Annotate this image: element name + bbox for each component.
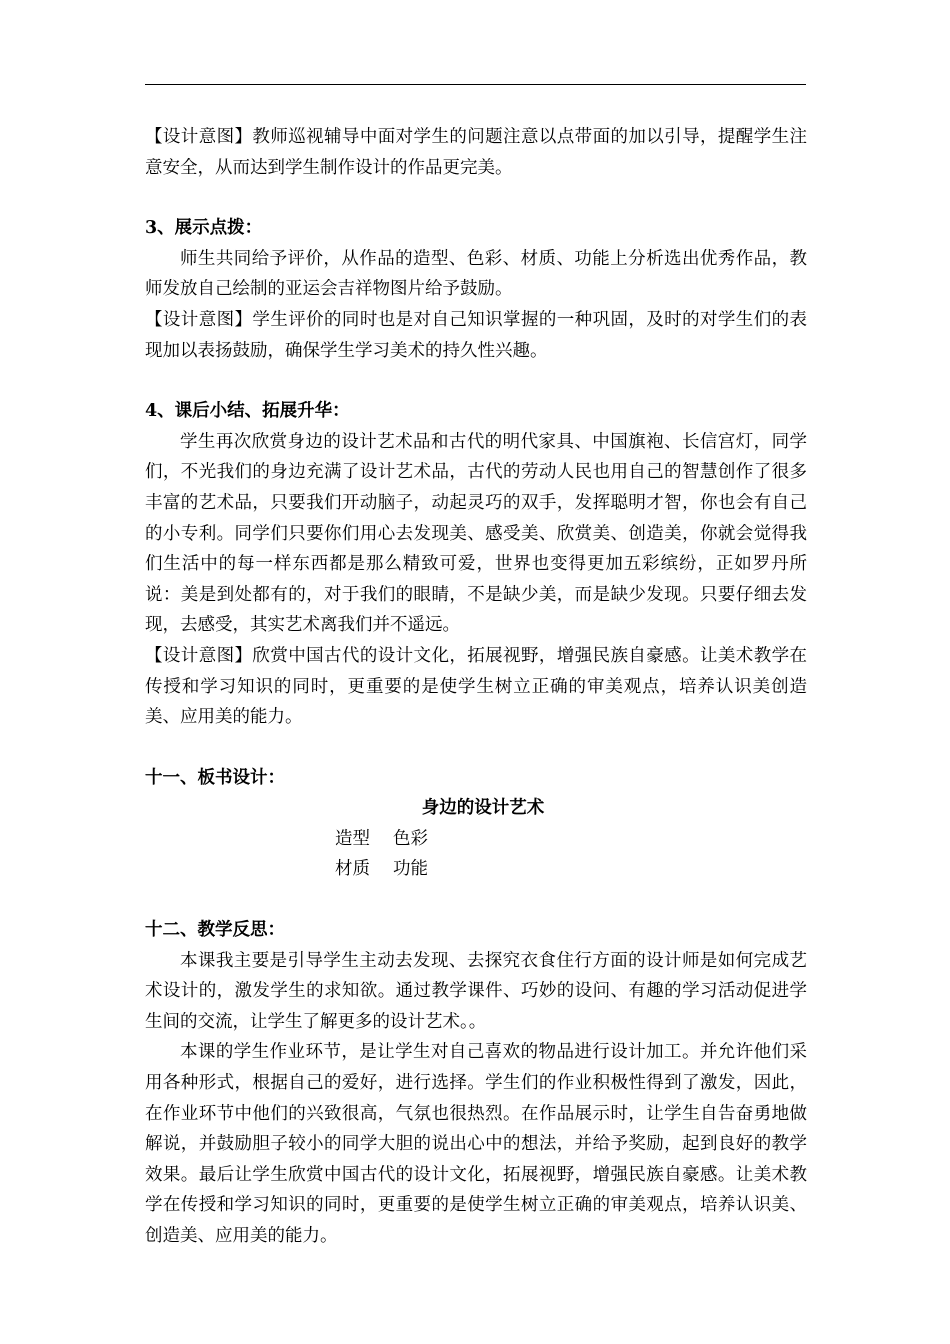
board-design-row [145, 824, 807, 855]
section-12-paragraph-1: 本课我主要是引导学生主动去发现、去探究衣食住行方面的设计师是如何完成艺术设计的，激发学生的求知欲。通过教学课件、巧妙的设问、有趣的学习活动促进学生间的交流，让学生了解更多的设计艺术。。 [145, 950, 807, 1032]
document-body [145, 122, 807, 1252]
board-design-title: 身边的设计艺术 [421, 798, 545, 819]
section-3-design-intent: 【设计意图】学生评价的同时也是对自己知识掌握的一种巩固，及时的对学生们的表现加以表扬鼓励，确保学生学习美术的持久性兴趣。 [145, 309, 807, 361]
spacer [145, 885, 807, 915]
board-design-row [145, 854, 807, 885]
board-item: 色彩 [393, 828, 428, 849]
section-heading-4: 4、课后小结、拓展升华： [145, 401, 350, 422]
spacer [145, 733, 807, 763]
section-4-paragraph: 学生再次欣赏身边的设计艺术品和古代的明代家具、中国旗袍、长信宫灯，同学们，不光我们的身边充满了设计艺术品，古代的劳动人民也用自己的智慧创作了很多丰富的艺术品，只要我们开动脑子，动起灵巧的双手，发挥聪明才智，你也会有自己的小专利。同学们只要你们用心去发现美、感受美、欣赏美、创造美，你就会觉得我们生活中的每一样东西都是那么精致可爱，世界也变得更加五彩缤纷，正如罗丹所说：美是到处都有的，对于我们的眼睛，不是缺少美，而是缺少发现。只要仔细去发现，去感受，其实艺术离我们并不遥远。 [145, 431, 807, 636]
section-heading-11: 十一、板书设计： [145, 767, 285, 788]
design-intent-paragraph: 【设计意图】教师巡视辅导中面对学生的问题注意以点带面的加以引导，提醒学生注意安全，从而达到学生制作设计的作品更完美。 [145, 127, 807, 178]
spacer [145, 183, 807, 213]
board-item: 功能 [393, 859, 428, 880]
section-12-paragraph-2: 本课的学生作业环节，是让学生对自己喜欢的物品进行设计加工。并允许他们采用各种形式，根据自己的爱好，进行选择。学生们的作业积极性得到了激发，因此，在作业环节中他们的兴致很高，气氛也很热烈。在作品展示时，让学生自告奋勇地做解说，并鼓励胆子较小的同学大胆的说出心中的想法，并给予奖励，起到良好的教学效果。最后让学生欣赏中国古代的设计文化，拓展视野，增强民族自豪感。让美术教学在传授和学习知识的同时，更重要的是使学生树立正确的审美观点，培养认识美、创造美、应用美的能力。 [145, 1042, 807, 1246]
section-4-design-intent: 【设计意图】欣赏中国古代的设计文化，拓展视野，增强民族自豪感。让美术教学在传授和学习知识的同时，更重要的是使学生树立正确的审美观点，培养认识美创造美、应用美的能力。 [145, 645, 807, 728]
board-item: 造型 [335, 828, 370, 849]
section-heading-12: 十二、教学反思： [145, 920, 285, 941]
board-item: 材质 [335, 859, 370, 880]
header-rule [145, 84, 806, 85]
section-heading-3: 3、展示点拨： [145, 218, 263, 239]
spacer [145, 366, 807, 396]
section-3-paragraph: 师生共同给予评价，从作品的造型、色彩、材质、功能上分析选出优秀作品，教师发放自己绘制的亚运会吉祥物图片给予鼓励。 [145, 248, 807, 300]
